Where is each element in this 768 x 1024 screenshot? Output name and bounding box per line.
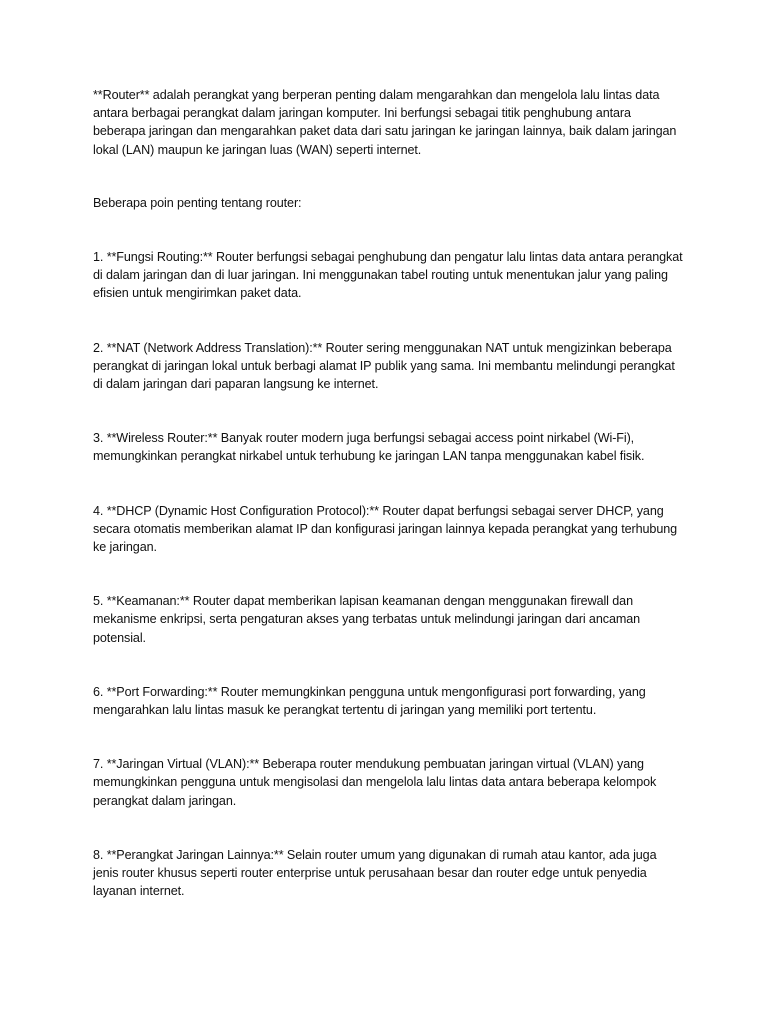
list-item: 5. **Keamanan:** Router dapat memberikan lapisan keamanan dengan menggunakan firewall dan mekanisme enkripsi, serta pengaturan akses yang terbatas untuk melindungi jaringan dari ancaman potensial.	[93, 594, 641, 645]
lead-paragraph: Beberapa poin penting tentang router:	[93, 195, 302, 210]
list-item: 4. **DHCP (Dynamic Host Configuration Protocol):** Router dapat berfungsi sebagai server DHCP, yang secara otomatis memberikan alamat IP dan konfigurasi jaringan lainnya kepada perangkat yang terhubung ke jaringan.	[93, 503, 678, 555]
points-list	[93, 248, 683, 900]
list-item: 6. **Port Forwarding:** Router memungkinkan pengguna untuk mengonfigurasi port forwarding, yang mengarahkan lalu lintas masuk ke perangkat tertentu di jaringan yang memiliki port tertentu.	[93, 684, 646, 718]
list-item: 1. **Fungsi Routing:** Router berfungsi sebagai penghubung dan pengatur lalu lintas data antara perangkat di dalam jaringan dan di luar jaringan. Ini menggunakan tabel routing untuk menentukan jalur yang paling efisien untuk mengirimkan paket data.	[93, 250, 683, 301]
list-item: 7. **Jaringan Virtual (VLAN):** Beberapa router mendukung pembuatan jaringan virtual (VLAN) yang memungkinkan pengguna untuk mengisolasi dan mengelola lalu lintas data antara beberapa kelompok perangkat dalam jaringan.	[93, 757, 657, 808]
list-item: 8. **Perangkat Jaringan Lainnya:** Selain router umum yang digunakan di rumah atau kantor, ada juga jenis router khusus seperti router enterprise untuk perusahaan besar dan router edge untuk penyedia layanan internet.	[93, 847, 657, 899]
document-body	[93, 86, 683, 900]
list-item: 2. **NAT (Network Address Translation):** Router sering menggunakan NAT untuk mengizinkan beberapa perangkat di jaringan lokal untuk berbagi alamat IP publik yang sama. Ini membantu melindungi perangkat di dalam jaringan dari paparan langsung ke internet.	[93, 340, 675, 392]
list-item: 3. **Wireless Router:** Banyak router modern juga berfungsi sebagai access point nirkabel (Wi-Fi), memungkinkan perangkat nirkabel untuk terhubung ke jaringan LAN tanpa menggunakan kabel fisik.	[93, 431, 645, 464]
intro-paragraph: **Router** adalah perangkat yang berperan penting dalam mengarahkan dan mengelola lalu lintas data antara berbagai perangkat dalam jaringan komputer. Ini berfungsi sebagai titik penghubung antara beberapa jaringan dan mengarahkan paket data dari satu jaringan ke jaringan lainnya, baik dalam jaringan lokal (LAN) maupun ke jaringan luas (WAN) seperti internet.	[93, 88, 677, 157]
